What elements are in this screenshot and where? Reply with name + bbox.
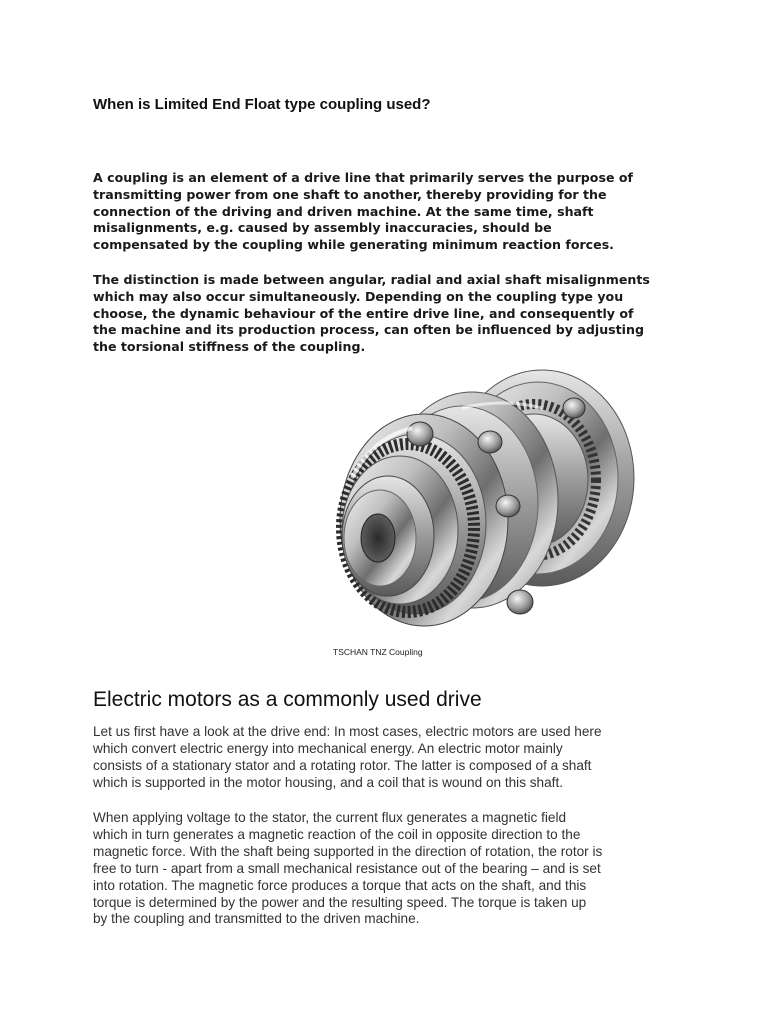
text-line: the machine and its production process, can often be influenced by adjusting: [93, 322, 644, 338]
gear-coupling-illustration: [312, 368, 642, 644]
magnetic-field-paragraph: [93, 810, 693, 928]
text-line: choose, the dynamic behaviour of the entire drive line, and consequently of: [93, 305, 634, 321]
text-line: misalignments, e.g. caused by assembly inaccuracies, should be: [93, 220, 552, 236]
text-line: The distinction is made between angular, radial and axial shaft misalignments: [93, 272, 650, 287]
text-line: compensated by the coupling while generating minimum reaction forces.: [93, 237, 614, 253]
text-line: which may also occur simultaneously. Depending on the coupling type you: [93, 288, 624, 304]
text-line: consists of a stationary stator and a rotating rotor. The latter is composed of a shaft: [93, 757, 592, 773]
text-line: which in turn generates a magnetic reaction of the coil in opposite direction to the: [93, 826, 581, 842]
text-line: Let us first have a look at the drive end: In most cases, electric motors are used here: [93, 724, 602, 739]
text-line: connection of the driving and driven machine. At the same time, shaft: [93, 203, 594, 219]
text-line: A coupling is an element of a drive line that primarily serves the purpose of: [93, 170, 634, 185]
text-line: free to turn - apart from a small mechanical resistance out of the bearing – and is set: [93, 860, 601, 876]
text-line: into rotation. The magnetic force produces a torque that acts on the shaft, and this: [93, 877, 587, 893]
text-line: magnetic force. With the shaft being supported in the direction of rotation, the rotor is: [93, 843, 603, 859]
text-line: torque is determined by the power and the resulting speed. The torque is taken up: [93, 894, 587, 910]
text-line: which is supported in the motor housing, and a coil that is wound on this shaft.: [93, 774, 564, 790]
text-line: When applying voltage to the stator, the current flux generates a magnetic field: [93, 810, 567, 825]
intro-paragraph: [93, 170, 683, 254]
misalignment-paragraph: [93, 272, 683, 356]
text-line: which convert electric energy into mechanical energy. An electric motor mainly: [93, 740, 563, 756]
coupling-figure: [312, 368, 642, 644]
page-title: When is Limited End Float type coupling used?: [93, 96, 431, 113]
figure-caption: TSCHAN TNZ Coupling: [333, 647, 423, 657]
text-line: by the coupling and transmitted to the driven machine.: [93, 911, 420, 927]
text-line: transmitting power from one shaft to another, thereby providing for the: [93, 186, 607, 202]
section-heading: Electric motors as a commonly used drive: [93, 688, 482, 711]
text-line: the torsional stiffness of the coupling.: [93, 339, 366, 355]
drive-end-paragraph: [93, 724, 693, 792]
